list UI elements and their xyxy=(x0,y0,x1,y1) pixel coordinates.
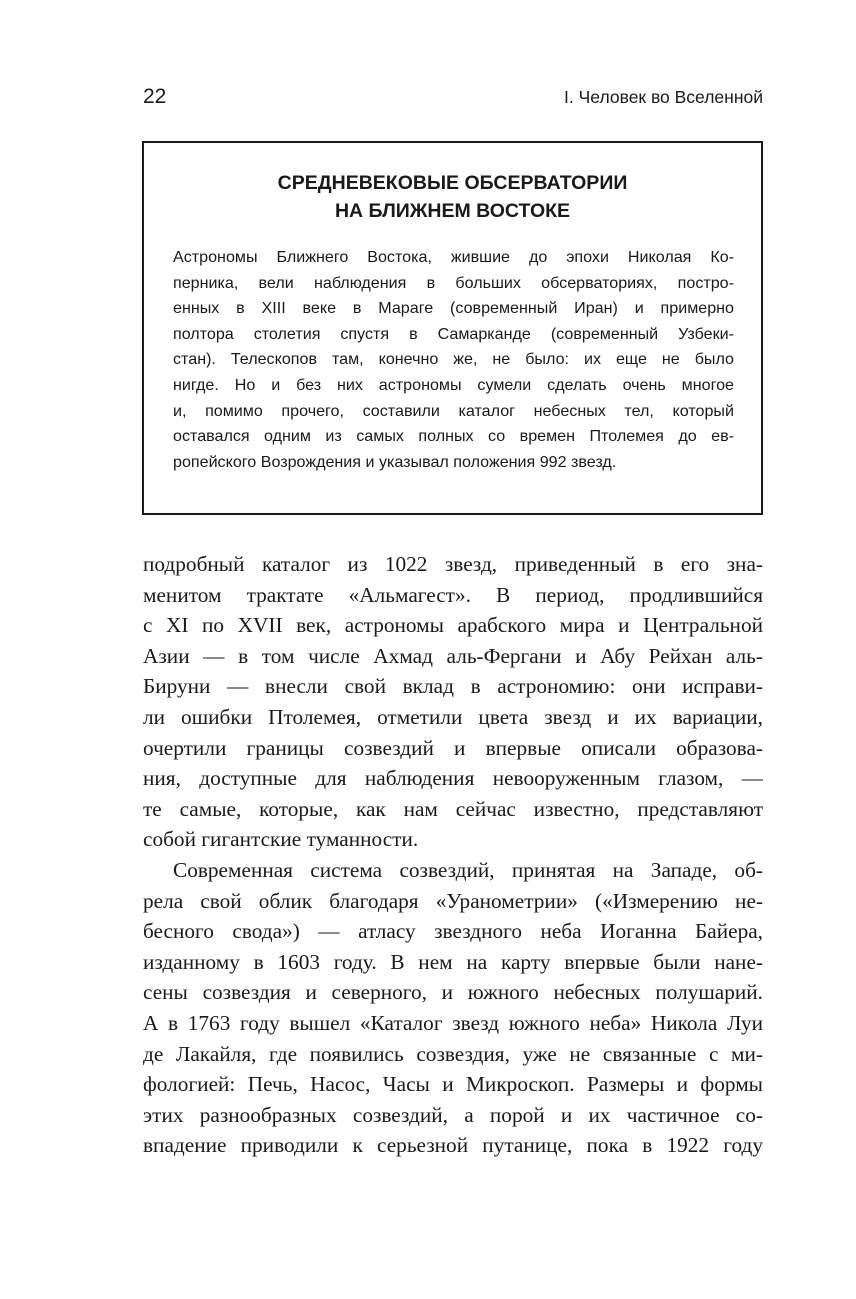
page-header xyxy=(143,82,763,112)
text-line: изданному в 1603 году. В нем на карту впервые были нане- xyxy=(143,949,763,974)
sidebar-box xyxy=(142,141,763,515)
paragraph-1 xyxy=(143,549,763,855)
page-number: 22 xyxy=(143,85,167,108)
running-title: I. Человек во Вселенной xyxy=(564,87,763,107)
sidebar-body xyxy=(173,245,734,475)
text-line: с XI по XVII век, астрономы арабского мира и Центральной xyxy=(143,613,763,638)
text-line: подробный каталог из 1022 звезд, приведенный в его зна- xyxy=(143,552,763,576)
sidebar-text-line: енных в XIII веке в Мараге (современный Иран) и примерно xyxy=(173,299,734,318)
sidebar-title-line: НА БЛИЖНЕМ ВОСТОКЕ xyxy=(334,200,571,222)
sidebar-text-line: нигде. Но и без них астрономы сумели сделать очень многое xyxy=(173,375,734,394)
sidebar-text-line: оставался одним из самых полных со времен Птолемея до ев- xyxy=(173,427,734,446)
text-line: Современная система созвездий, принятая на Западе, об- xyxy=(173,857,763,882)
text-line: ния, доступные для наблюдения невооруженным глазом, — xyxy=(143,766,763,791)
sidebar-title xyxy=(144,169,761,225)
text-line: рела свой облик благодаря «Уранометрии» («Измерению не- xyxy=(143,888,763,913)
text-line: менитом трактате «Альмагест». В период, продлившийся xyxy=(143,582,763,607)
sidebar-text-line: Астрономы Ближнего Востока, жившие до эпохи Николая Ко- xyxy=(173,248,734,266)
text-line: ли ошибки Птолемея, отметили цвета звезд и их вариации, xyxy=(143,704,763,729)
sidebar-title-line: СРЕДНЕВЕКОВЫЕ ОБСЕРВАТОРИИ xyxy=(277,172,628,194)
sidebar-text-line: стан). Телескопов там, конечно же, не было: их еще не было xyxy=(173,350,734,369)
text-line: фологией: Печь, Насос, Часы и Микроскоп. Размеры и формы xyxy=(143,1072,763,1097)
paragraph-2 xyxy=(143,855,763,1161)
sidebar-text-line: полтора столетия спустя в Самарканде (современный Узбеки- xyxy=(173,324,734,343)
main-text xyxy=(143,549,763,1161)
text-line: А в 1763 году вышел «Каталог звезд южного неба» Никола Луи xyxy=(143,1010,763,1035)
text-line: собой гигантские туманности. xyxy=(143,827,419,852)
text-line: бесного свода») — атласу звездного неба Иоганна Байера, xyxy=(143,919,763,944)
text-line: Бируни — внесли свой вклад в астрономию: они исправи- xyxy=(143,674,763,699)
text-line: очертили границы созвездий и впервые описали образова- xyxy=(143,735,763,760)
sidebar-text-line: перника, вели наблюдения в больших обсерваториях, постро- xyxy=(173,273,734,292)
text-line: сены созвездия и северного, и южного небесных полушарий. xyxy=(143,980,763,1005)
text-line: де Лакайля, где появились созвездия, уже не связанные с ми- xyxy=(143,1041,763,1066)
text-line: те самые, которые, как нам сейчас известно, представляют xyxy=(143,796,763,821)
sidebar-text-line: ропейского Возрождения и указывал положения 992 звезд. xyxy=(173,452,617,471)
text-line: этих разнообразных созвездий, а порой и их частичное со- xyxy=(143,1102,763,1127)
text-line: впадение приводили к серьезной путанице, пока в 1922 году xyxy=(143,1133,763,1158)
text-line: Азии — в том числе Ахмад аль-Фергани и Абу Рейхан аль- xyxy=(143,643,763,668)
sidebar-text-line: и, помимо прочего, составили каталог небесных тел, который xyxy=(173,401,734,420)
